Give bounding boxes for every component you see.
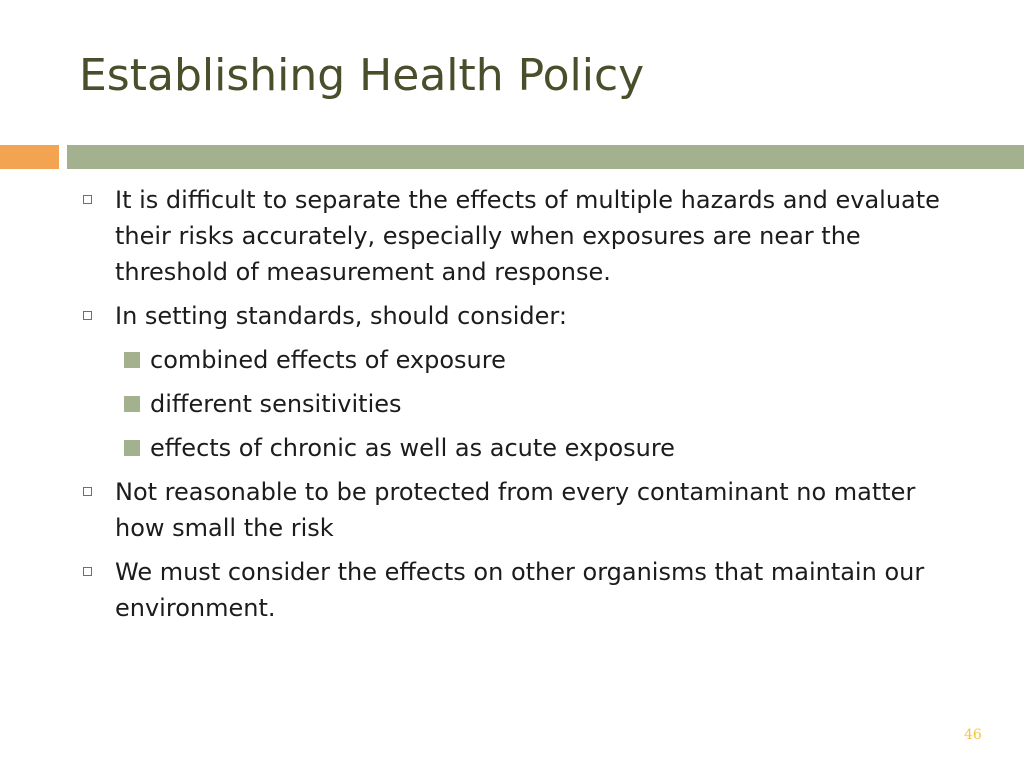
bullet-item <box>80 474 960 546</box>
bullet-text: It is difficult to separate the effects of multiple hazards and evaluate their risks accurately, especially when exposures are near the threshold of measurement and response. <box>115 186 940 286</box>
bullet-text: We must consider the effects on other organisms that maintain our environment. <box>115 558 925 622</box>
framed-square-bullet-icon <box>124 440 140 456</box>
bullet-text: In setting standards, should consider: <box>115 302 567 330</box>
sub-bullet-text: combined effects of exposure <box>150 346 506 374</box>
bullet-item <box>80 298 960 334</box>
accent-bar <box>0 145 59 169</box>
hollow-square-bullet-icon <box>83 487 92 496</box>
framed-square-bullet-icon <box>124 352 140 368</box>
hollow-square-bullet-icon <box>83 311 92 320</box>
bullet-list <box>80 182 960 634</box>
hollow-square-bullet-icon <box>83 567 92 576</box>
bullet-item <box>80 554 960 626</box>
sub-bullet-item <box>80 386 960 422</box>
title-rule-bar <box>67 145 1024 169</box>
page-number: 46 <box>964 727 982 743</box>
sub-bullet-item <box>80 430 960 466</box>
sub-bullet-text: effects of chronic as well as acute exposure <box>150 434 675 462</box>
bullet-text: Not reasonable to be protected from every contaminant no matter how small the risk <box>115 478 916 542</box>
sub-bullet-item <box>80 342 960 378</box>
sub-bullet-text: different sensitivities <box>150 390 402 418</box>
framed-square-bullet-icon <box>124 396 140 412</box>
slide-title: Establishing Health Policy <box>79 50 645 101</box>
hollow-square-bullet-icon <box>83 195 92 204</box>
bullet-item <box>80 182 960 290</box>
